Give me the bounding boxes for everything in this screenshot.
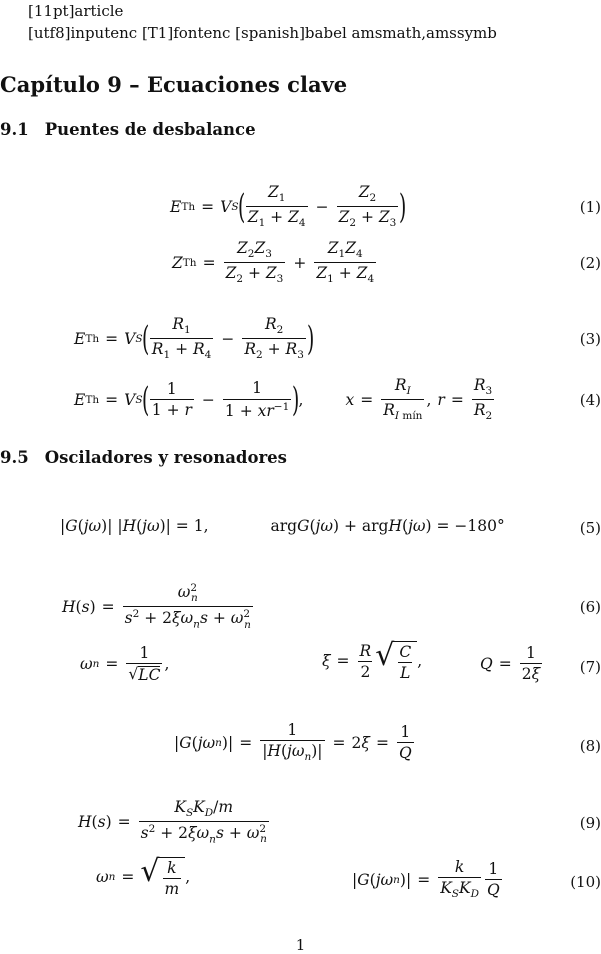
equation-number: (6)	[579, 598, 601, 616]
equation-number: (1)	[579, 198, 601, 216]
equation-5: | G ( jω )| | H ( jω )| = 1, arg G ( jω ) + arg H ( jω ) = −180°	[60, 517, 505, 535]
equation-2: Z Th = $\frac{Z_2Z_3}{Z_2 + Z_3}$ + $\frac{Z_1Z_4}{Z_1 + Z_4}$	[172, 239, 375, 286]
equation-7a: ω n = 1 √ LC ,	[80, 644, 170, 685]
equation-number: (5)	[579, 519, 601, 537]
equation-number: (8)	[579, 737, 601, 755]
equation-number: (4)	[579, 391, 601, 409]
section-heading-9-5	[0, 448, 287, 467]
page-number: 1	[295, 936, 306, 954]
equation-4: E Th = V S ( $\frac{1}{1 + r}$ − $\frac{1}{1 + xr^{-1}}$ ) , x = $\frac{R_I}{R_{I mín}}$ , r = $\frac{R_3}{R_2}$	[74, 376, 493, 423]
equation-number: (7)	[579, 658, 601, 676]
equation-10b: | G ( jω n )| = $\frac{k}{K_SK_D}$ $\frac{1}{Q}$	[352, 858, 500, 901]
equation-6: H ( s ) = $\frac{\omega^2_n}{s^2 + 2\xi\omega_ns + \omega^2_n}$	[62, 582, 251, 631]
equation-9: H ( s ) = $\frac{K_SK_D/m}{s^2 + 2\xi\omega_ns + \omega^2_n}$	[78, 798, 267, 846]
equation-number: (10)	[570, 873, 601, 891]
preamble-line-1: [11pt]article	[28, 2, 124, 20]
preamble-line-2: [utf8]inputenc [T1]fontenc [spanish]babel amsmath,amssymb	[28, 24, 497, 42]
equation-number: (3)	[579, 330, 601, 348]
section-title: Puentes de desbalance	[44, 120, 256, 139]
equation-number: (2)	[579, 254, 601, 272]
section-number: 9.5	[0, 448, 29, 467]
section-title: Osciladores y resonadores	[44, 448, 287, 467]
equation-1: E Th = V S ( $\frac{Z_1}{Z_1 + Z_4}$ − $\frac{Z_2}{Z_2 + Z_3}$ )	[170, 183, 407, 230]
section-number: 9.1	[0, 120, 29, 139]
equation-7b: ξ = $\frac{R}{2}$ √ $\frac{C}{L}$ ,	[322, 638, 423, 683]
equation-7c: Q = $\frac{1}{2\xi}$	[480, 644, 541, 684]
equation-10a: ω n = √ $\frac{k}{m}$ ,	[96, 854, 191, 899]
equation-8: | G ( jω n )| = $\frac{1}{|H(j\omega_n)|}$ = 2 ξ = $\frac{1}{Q}$	[174, 721, 412, 764]
section-heading-9-1	[0, 120, 256, 139]
equation-number: (9)	[579, 814, 601, 832]
chapter-title: Capítulo 9 – Ecuaciones clave	[0, 72, 348, 97]
equation-3: E Th = V S ( $\frac{R_1}{R_1 + R_4}$ − $\frac{R_2}{R_2 + R_3}$ )	[74, 315, 315, 362]
